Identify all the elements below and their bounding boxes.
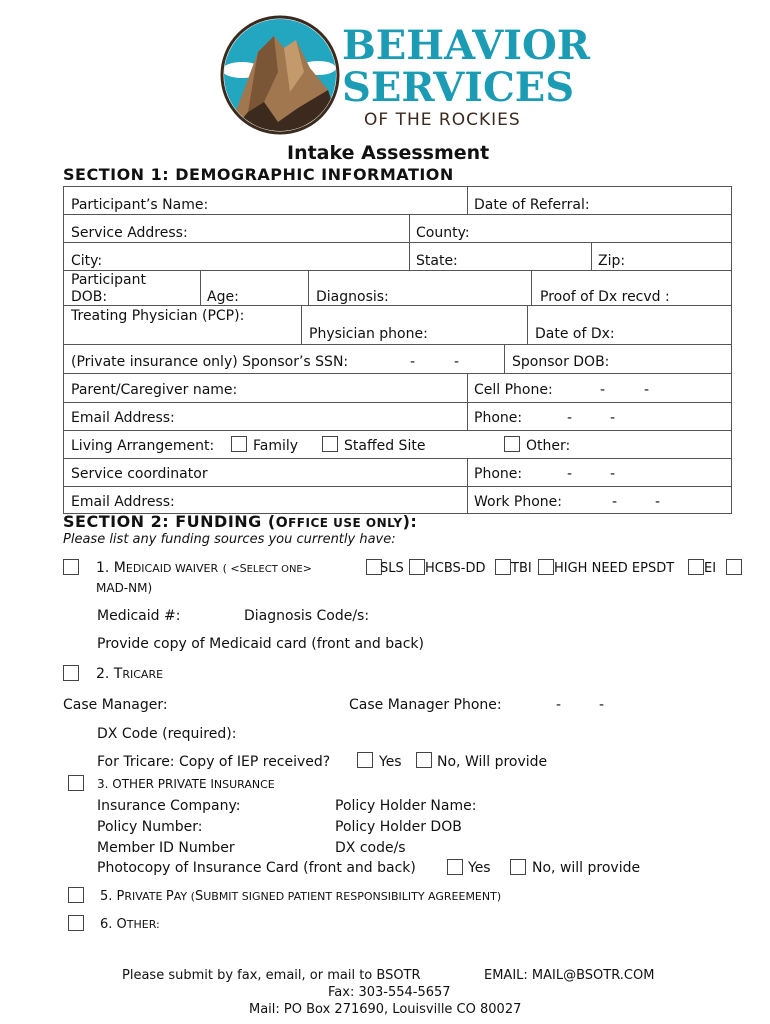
date-of-dx-field[interactable]: Date of Dx:: [535, 326, 615, 342]
cell-phone-field[interactable]: Cell Phone:: [474, 382, 553, 398]
email-field[interactable]: Email Address:: [71, 410, 175, 426]
section1-heading: SECTION 1: DEMOGRAPHIC INFORMATION: [63, 165, 454, 184]
logo-line-services: SERVICES: [342, 64, 575, 111]
photocopy-note: Photocopy of Insurance Card (front and back): [97, 860, 416, 876]
participant-label: Participant: [71, 272, 146, 288]
other-living-checkbox[interactable]: [504, 436, 520, 452]
private-pay-checkbox[interactable]: [68, 887, 84, 903]
iep-no-label: No, Will provide: [437, 754, 548, 770]
mad-nm-checkbox[interactable]: [726, 559, 742, 575]
state-field[interactable]: State:: [416, 253, 458, 269]
staffed-site-label: Staffed Site: [344, 438, 426, 454]
sponsor-dob-field[interactable]: Sponsor DOB:: [512, 354, 610, 370]
high-need-epsdt-label: HIGH NEED EPSDT: [554, 561, 675, 576]
col-divider: [591, 242, 592, 270]
private-pay-label: 5. PRIVATE PAY (SUBMIT SIGNED PATIENT RESPONSIBILITY AGREEMENT): [100, 889, 502, 904]
funding-instruction: Please list any funding sources you currently have:: [63, 532, 396, 547]
case-manager-field[interactable]: Case Manager:: [63, 697, 168, 713]
tricare-label: 2. TRICARE: [96, 666, 164, 682]
mad-nm-label: MAD-NM): [96, 581, 153, 595]
date-of-referral-field[interactable]: Date of Referral:: [474, 197, 590, 213]
col-divider: [301, 305, 302, 344]
medicaid-card-note: Provide copy of Medicaid card (front and back): [97, 636, 424, 652]
col-divider: [467, 186, 468, 214]
photocopy-no-label: No, will provide: [532, 860, 641, 876]
medicaid-checkbox[interactable]: [63, 559, 79, 575]
iep-yes-checkbox[interactable]: [357, 752, 373, 768]
dob-field[interactable]: DOB:: [71, 289, 108, 305]
hcbs-dd-label: HCBS-DD: [425, 561, 486, 576]
iep-yes-label: Yes: [379, 754, 402, 770]
phone-dash: -: [567, 466, 573, 482]
col-divider: [467, 458, 468, 514]
parent-name-field[interactable]: Parent/Caregiver name:: [71, 382, 238, 398]
page-title: Intake Assessment: [287, 142, 490, 164]
other-funding-label: 6. OTHER:: [100, 917, 160, 932]
service-coordinator-field[interactable]: Service coordinator: [71, 466, 208, 482]
policy-number-field[interactable]: Policy Number:: [97, 819, 203, 835]
phone-field[interactable]: Phone:: [474, 466, 523, 482]
phone-dash: -: [610, 466, 616, 482]
county-field[interactable]: County:: [416, 225, 470, 241]
col-divider: [308, 270, 309, 305]
photocopy-yes-label: Yes: [468, 860, 491, 876]
medicaid-label: 1. MEDICAID WAIVER ( <SELECT ONE>: [96, 560, 312, 576]
col-divider: [467, 373, 468, 430]
staffed-site-checkbox[interactable]: [322, 436, 338, 452]
ei-checkbox[interactable]: [688, 559, 704, 575]
participant-name-field[interactable]: Participant’s Name:: [71, 197, 209, 213]
cm-phone-dash: -: [599, 697, 605, 713]
ei-label: EI: [704, 561, 717, 576]
email-field[interactable]: Email Address:: [71, 494, 175, 510]
zip-field[interactable]: Zip:: [598, 253, 626, 269]
private-insurance-checkbox[interactable]: [68, 775, 84, 791]
policy-holder-dob-field[interactable]: Policy Holder DOB: [335, 819, 462, 835]
cell-dash: -: [600, 382, 606, 398]
treating-physician-field[interactable]: Treating Physician (PCP):: [71, 308, 245, 324]
ssn-dash: -: [410, 354, 416, 370]
row-divider: [63, 214, 732, 215]
city-field[interactable]: City:: [71, 253, 103, 269]
policy-holder-name-field[interactable]: Policy Holder Name:: [335, 798, 477, 814]
row-divider: [63, 402, 732, 403]
phone-dash: -: [567, 410, 573, 426]
iep-question: For Tricare: Copy of IEP received?: [97, 754, 331, 770]
high-need-epsdt-checkbox[interactable]: [538, 559, 554, 575]
other-living-label: Other:: [526, 438, 571, 454]
cell-dash: -: [644, 382, 650, 398]
medicaid-number-field[interactable]: Medicaid #:: [97, 608, 181, 624]
row-divider: [63, 430, 732, 431]
logo-line-behavior: BEHAVIOR: [342, 22, 591, 69]
family-label: Family: [253, 438, 299, 454]
col-divider: [504, 344, 505, 373]
family-checkbox[interactable]: [231, 436, 247, 452]
section2-heading: SECTION 2: FUNDING (OFFICE USE ONLY):: [63, 512, 418, 531]
logo-line-rockies: OF THE ROCKIES: [364, 110, 521, 130]
phone-dash: -: [610, 410, 616, 426]
other-funding-checkbox[interactable]: [68, 915, 84, 931]
mountain-logo-icon: [218, 12, 348, 138]
diagnosis-field[interactable]: Diagnosis:: [316, 289, 389, 305]
photocopy-yes-checkbox[interactable]: [447, 859, 463, 875]
phone-field[interactable]: Phone:: [474, 410, 523, 426]
footer-mail: Mail: PO Box 271690, Louisville CO 80027: [249, 1002, 522, 1017]
footer-fax: Fax: 303-554-5657: [328, 985, 451, 1000]
dx-codes-field[interactable]: DX code/s: [335, 840, 406, 856]
living-arrangement-label: Living Arrangement:: [71, 438, 215, 454]
proof-dx-field[interactable]: Proof of Dx recvd :: [540, 289, 670, 305]
row-divider: [63, 344, 732, 345]
sponsor-ssn-field[interactable]: (Private insurance only) Sponsor’s SSN:: [71, 354, 349, 370]
row-divider: [63, 242, 732, 243]
cm-phone-dash: -: [556, 697, 562, 713]
ssn-dash: -: [454, 354, 460, 370]
footer-email: EMAIL: MAIL@BSOTR.COM: [484, 968, 655, 983]
col-divider: [531, 270, 532, 305]
member-id-field[interactable]: Member ID Number: [97, 840, 235, 856]
work-phone-field[interactable]: Work Phone:: [474, 494, 562, 510]
hcbs-dd-checkbox[interactable]: [409, 559, 425, 575]
footer-submit: Please submit by fax, email, or mail to BSOTR: [122, 968, 421, 983]
physician-phone-field[interactable]: Physician phone:: [309, 326, 428, 342]
work-dash: -: [612, 494, 618, 510]
row-divider: [63, 458, 732, 459]
photocopy-no-checkbox[interactable]: [510, 859, 526, 875]
logo: [218, 12, 591, 138]
private-insurance-label: 3. OTHER PRIVATE INSURANCE: [97, 777, 275, 791]
tbi-checkbox[interactable]: [495, 559, 511, 575]
col-divider: [409, 214, 410, 270]
age-field[interactable]: Age:: [207, 289, 239, 305]
row-divider: [63, 270, 732, 271]
row-divider: [63, 373, 732, 374]
case-manager-phone-field[interactable]: Case Manager Phone:: [349, 697, 502, 713]
tbi-label: TBI: [511, 561, 532, 576]
dx-code-field[interactable]: DX Code (required):: [97, 726, 237, 742]
tricare-checkbox[interactable]: [63, 665, 79, 681]
col-divider: [200, 270, 201, 305]
col-divider: [527, 305, 528, 344]
row-divider: [63, 305, 732, 306]
service-address-field[interactable]: Service Address:: [71, 225, 188, 241]
work-dash: -: [655, 494, 661, 510]
sls-label: SLS: [380, 561, 404, 576]
row-divider: [63, 486, 732, 487]
insurance-company-field[interactable]: Insurance Company:: [97, 798, 241, 814]
diagnosis-codes-field[interactable]: Diagnosis Code/s:: [244, 608, 370, 624]
iep-no-checkbox[interactable]: [416, 752, 432, 768]
